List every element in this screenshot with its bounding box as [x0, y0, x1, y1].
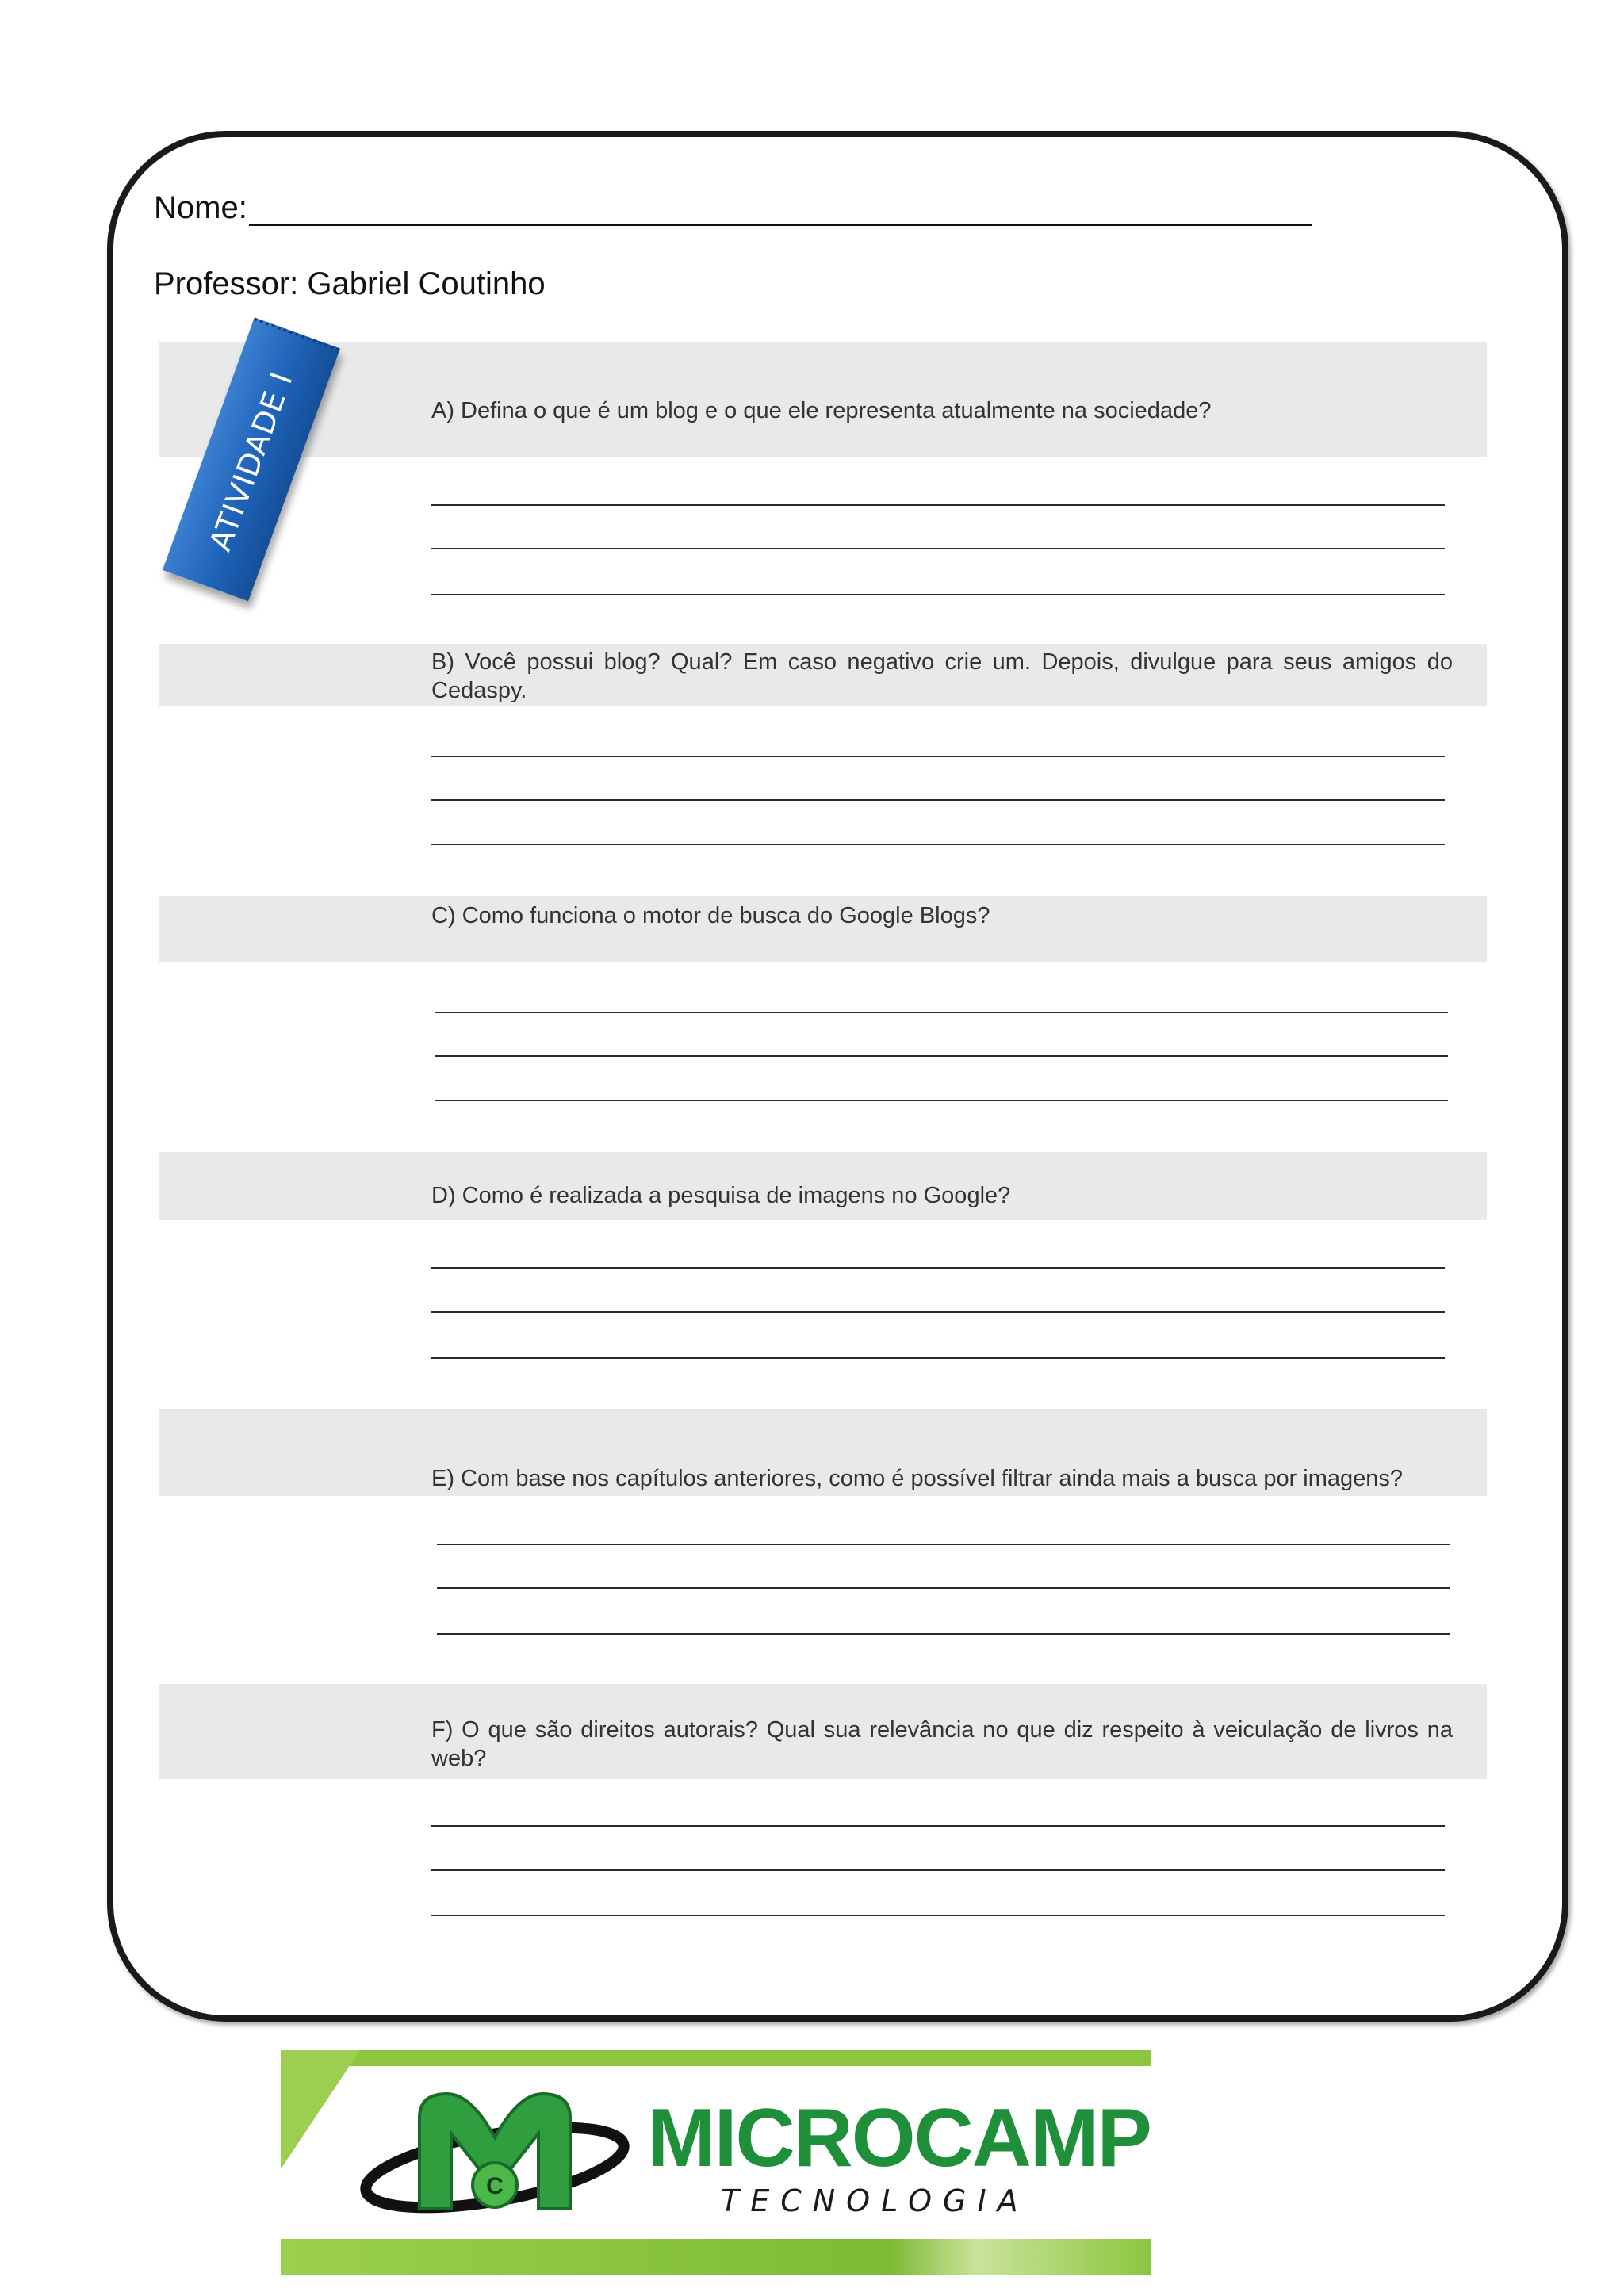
question-f-text: F) O que são direitos autorais? Qual sua relevância no que diz respeito à veiculação de livros na web? — [431, 1717, 1453, 1771]
name-blank-line[interactable] — [249, 192, 1312, 226]
question-c-text: C) Como funciona o motor de busca do Google Blogs? — [431, 903, 990, 928]
answer-line[interactable] — [431, 844, 1445, 845]
answer-line[interactable] — [431, 756, 1445, 757]
question-b-text: B) Você possui blog? Qual? Em caso negativo crie um. Depois, divulgue para seus amigos do Cedaspy. — [431, 649, 1453, 703]
answer-line[interactable] — [431, 504, 1445, 506]
microcamp-logo — [281, 2050, 1151, 2275]
microcamp-emblem-icon — [360, 2074, 630, 2233]
question-e-text: E) Com base nos capítulos anteriores, como é possível filtrar ainda mais a busca por imagens? — [431, 1466, 1404, 1491]
answer-line[interactable] — [437, 1633, 1450, 1635]
logo-top-bar — [281, 2050, 1151, 2066]
question-d-text: D) Como é realizada a pesquisa de imagens no Google? — [431, 1183, 1011, 1208]
answer-line[interactable] — [431, 1869, 1445, 1871]
name-label: Nome: — [154, 190, 247, 225]
activity-badge-label: ATIVIDADE I — [202, 366, 300, 555]
answer-line[interactable] — [435, 1055, 1448, 1057]
answer-line[interactable] — [431, 1825, 1445, 1827]
answer-line[interactable] — [431, 1357, 1445, 1359]
logo-wedge — [281, 2050, 360, 2169]
answer-line[interactable] — [431, 1311, 1445, 1313]
logo-title: MICROCAMP — [647, 2092, 1151, 2184]
answer-line[interactable] — [435, 1100, 1448, 1101]
question-a-text: A) Defina o que é um blog e o que ele representa atualmente na sociedade? — [431, 398, 1212, 423]
answer-line[interactable] — [435, 1012, 1448, 1013]
answer-line[interactable] — [431, 548, 1445, 549]
answer-line[interactable] — [431, 1267, 1445, 1269]
logo-bottom-bar — [281, 2239, 1151, 2275]
answer-line[interactable] — [431, 594, 1445, 595]
name-field[interactable] — [154, 190, 1312, 226]
answer-line[interactable] — [437, 1544, 1450, 1545]
answer-line[interactable] — [437, 1587, 1450, 1589]
answer-line[interactable] — [431, 799, 1445, 801]
answer-line[interactable] — [431, 1915, 1445, 1916]
svg-text:C: C — [486, 2173, 504, 2199]
logo-subtitle: TECNOLOGIA — [721, 2183, 1029, 2218]
professor-label: Professor: Gabriel Coutinho — [154, 266, 546, 301]
